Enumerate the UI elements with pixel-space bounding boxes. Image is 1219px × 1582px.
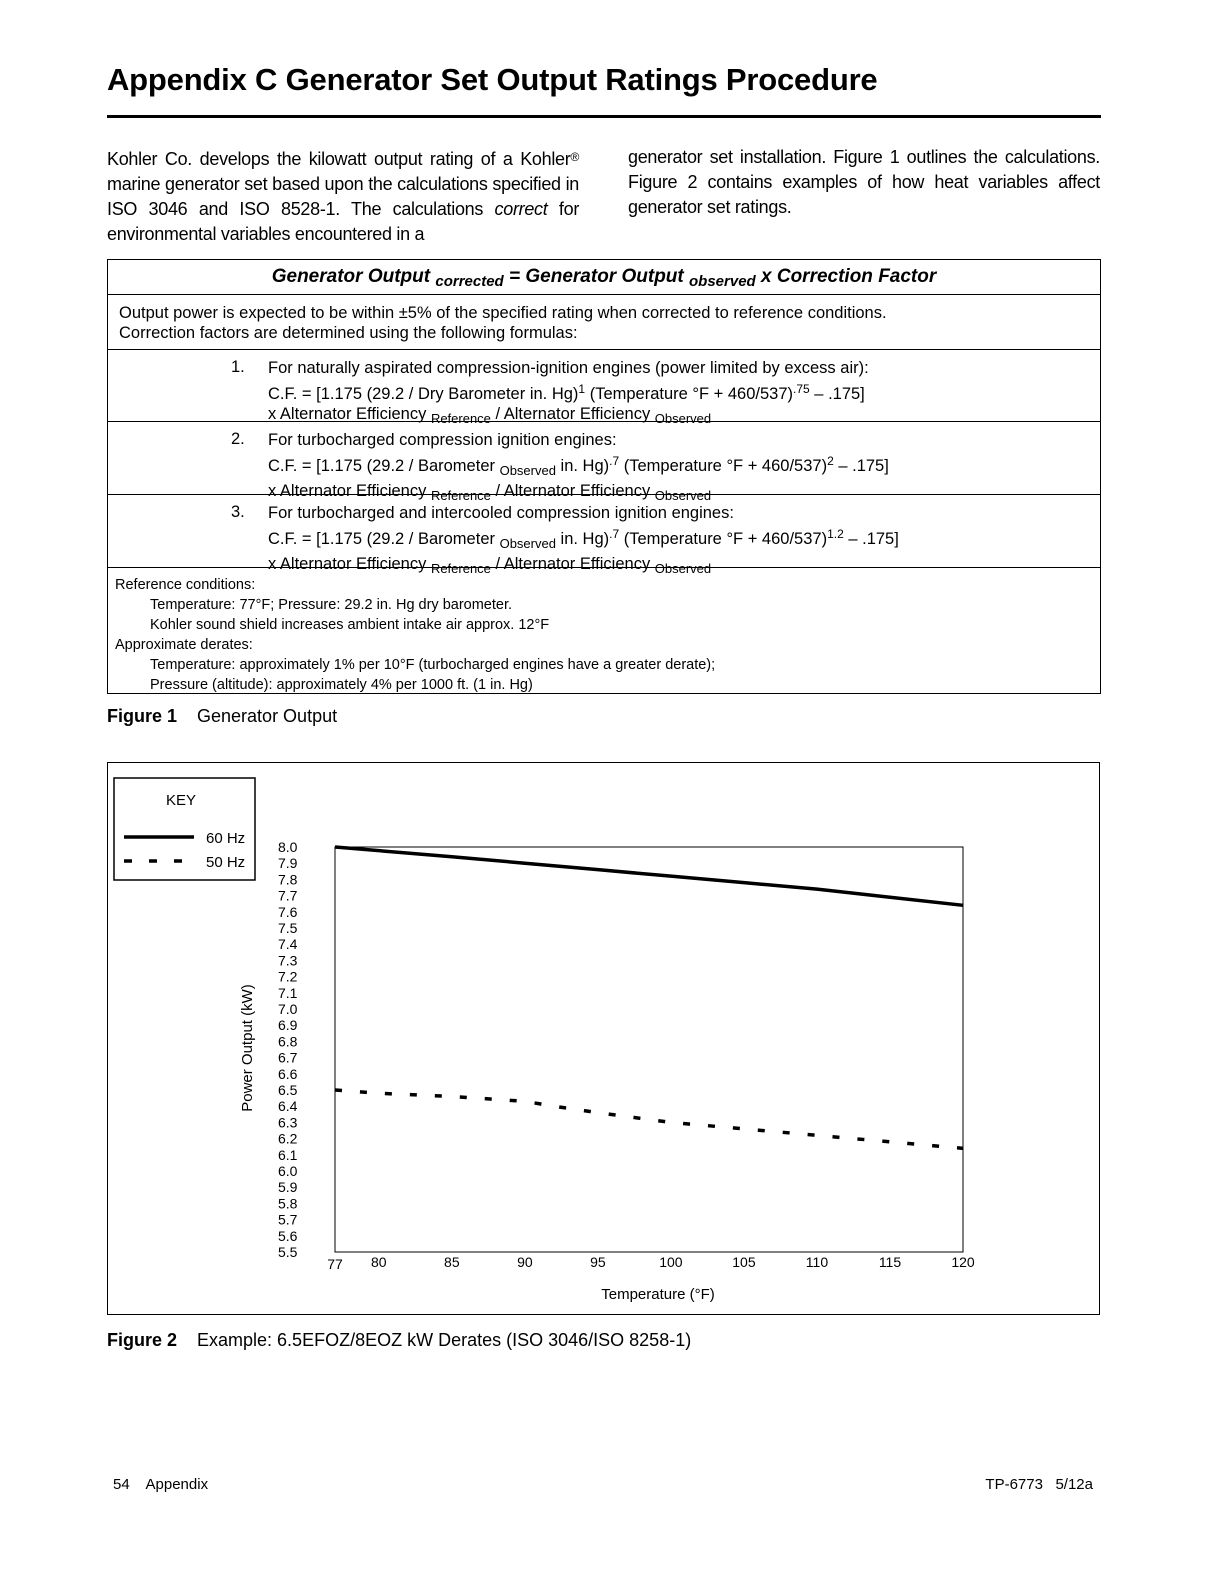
x-tick-label: 110	[805, 1254, 829, 1270]
header-sub-observed: observed	[689, 273, 756, 290]
formula-sup: .75	[793, 381, 810, 396]
formula-line3b: / Alternator Efficiency	[490, 555, 655, 573]
formula-item-2	[108, 422, 1100, 503]
figure1-text: Generator Output	[197, 706, 338, 726]
figure2-caption	[107, 1330, 691, 1351]
formula-line2c: (Temperature °F + 460/537)	[619, 529, 828, 548]
y-tick-label: 6.3	[278, 1114, 298, 1131]
formula-line1: For turbocharged and intercooled compression ignition engines:	[268, 504, 734, 522]
formula-number: 1.	[231, 358, 245, 376]
intro-left-italic: correct	[494, 199, 548, 219]
y-tick-label: 6.2	[278, 1130, 298, 1147]
registered-mark: ®	[570, 150, 579, 164]
figure1-caption	[107, 706, 337, 727]
formula-sup: .7	[609, 526, 620, 541]
formula-line3a: x Alternator Efficiency	[268, 482, 431, 500]
legend-label-60hz: 60 Hz	[206, 830, 246, 847]
formula-sub: Observed	[499, 462, 556, 478]
formula-line3b: / Alternator Efficiency	[490, 482, 655, 500]
series-line-60hz	[335, 847, 963, 905]
ref-line2: Kohler sound shield increases ambient intake air approx. 12°F	[150, 617, 550, 633]
formula-line3a: x Alternator Efficiency	[268, 405, 431, 423]
figure2-label: Figure 2	[107, 1330, 178, 1350]
y-tick-label: 6.4	[278, 1098, 298, 1115]
series-line-50hz	[335, 1090, 963, 1148]
formula-sup: 1.2	[827, 526, 844, 541]
formula-line1: For naturally aspirated compression-ignition engines (power limited by excess air):	[268, 359, 869, 377]
figure2-text: Example: 6.5EFOZ/8EOZ kW Derates (ISO 3046/ISO 8258-1)	[197, 1330, 692, 1350]
reference-conditions	[108, 568, 1100, 694]
formula-line2d: – .175]	[843, 529, 899, 548]
intro-left-line1: Kohler Co. develops the kilowatt output rating of a Kohler	[107, 149, 571, 169]
note-line2: Correction factors are determined using the following formulas:	[119, 324, 578, 342]
formula-sub: Reference	[430, 488, 491, 503]
y-tick-label: 5.8	[278, 1195, 298, 1212]
intro-right-column: generator set installation. Figure 1 outlines the calculations. Figure 2 contains examples of how heat variables affect generator set ratings.	[628, 147, 1100, 217]
formula-number: 3.	[231, 503, 245, 521]
derate-heading: Approximate derates:	[115, 637, 253, 653]
y-tick-label: 7.7	[278, 887, 298, 904]
y-tick-label: 6.5	[278, 1082, 298, 1098]
y-tick-label: 7.1	[278, 984, 298, 1001]
y-tick-label: 6.8	[278, 1033, 298, 1050]
x-tick-label: 120	[951, 1254, 975, 1270]
formula-sub: Reference	[430, 411, 491, 426]
y-tick-label: 5.6	[278, 1227, 298, 1244]
formula-line2a: C.F. = [1.175 (29.2 / Barometer	[268, 529, 500, 548]
formula-sub: Observed	[654, 411, 712, 426]
plot-area	[335, 847, 963, 1252]
y-tick-label: 6.6	[278, 1065, 298, 1082]
y-tick-label: 5.5	[278, 1244, 298, 1260]
formula-line2a: C.F. = [1.175 (29.2 / Barometer	[268, 456, 500, 475]
formula-line2b: (Temperature °F + 460/537)	[585, 384, 794, 403]
y-tick-label: 7.4	[278, 936, 298, 953]
y-tick-label: 7.3	[278, 952, 298, 969]
legend-title: KEY	[165, 792, 197, 809]
x-tick-label: 100	[659, 1254, 683, 1270]
y-tick-label: 6.1	[278, 1146, 298, 1163]
derate-line1: Temperature: approximately 1% per 10°F (turbocharged engines have a greater derate);	[150, 657, 716, 673]
y-tick-label: 6.0	[278, 1163, 298, 1179]
formula-header	[108, 260, 1100, 295]
formula-sup: .7	[609, 453, 620, 468]
x-tick-label: 77	[327, 1256, 343, 1272]
footer-right: TP-6773 5/12a	[985, 1476, 1093, 1493]
formula-item-1	[108, 350, 1100, 426]
figure1-label: Figure 1	[107, 706, 178, 726]
header-c: x Correction Factor	[761, 266, 937, 287]
y-tick-label: 8.0	[278, 839, 298, 855]
header-sub-corrected: corrected	[435, 273, 504, 290]
y-tick-label: 7.8	[278, 871, 298, 888]
formula-line3b: / Alternator Efficiency	[490, 405, 655, 423]
formula-sub: Observed	[654, 561, 712, 576]
formula-line2a: C.F. = [1.175 (29.2 / Dry Barometer in. Hg)	[268, 384, 579, 403]
formula-sub: Reference	[430, 561, 491, 576]
y-tick-label: 7.9	[278, 855, 298, 872]
formula-sup: 1	[578, 381, 586, 396]
y-tick-label: 6.9	[278, 1017, 298, 1034]
derate-chart	[108, 763, 1098, 1313]
x-tick-label: 95	[590, 1254, 606, 1270]
note-line1: Output power is expected to be within ±5% of the specified rating when corrected to reference conditions.	[119, 304, 887, 322]
intro-left-column	[107, 145, 579, 247]
formula-box	[107, 259, 1101, 694]
y-tick-label: 7.6	[278, 903, 298, 920]
formula-line2c: – .175]	[809, 384, 865, 403]
y-tick-label: 6.7	[278, 1049, 298, 1066]
x-tick-label: 80	[371, 1254, 387, 1270]
legend-label-50hz: 50 Hz	[206, 854, 246, 871]
formula-sup: 2	[827, 453, 834, 468]
y-tick-label: 5.9	[278, 1179, 298, 1196]
y-tick-label: 7.0	[278, 1001, 298, 1017]
x-tick-label: 90	[517, 1254, 533, 1270]
intro-left-line2: marine generator set based upon the calculations specified in ISO 3046 and ISO 8528-1. The calculations	[107, 174, 579, 219]
x-tick-label: 115	[878, 1254, 902, 1270]
formula-number: 2.	[231, 430, 245, 448]
y-tick-label: 7.2	[278, 968, 298, 985]
chart-frame	[107, 762, 1100, 1315]
header-b: = Generator Output	[509, 266, 684, 287]
formula-line2d: – .175]	[833, 456, 889, 475]
formula-item-3	[108, 495, 1100, 576]
ref-heading: Reference conditions:	[115, 577, 256, 593]
title-rule	[107, 115, 1101, 118]
page-title: Appendix C Generator Set Output Ratings Procedure	[107, 62, 878, 97]
formula-line2b: in. Hg)	[555, 456, 610, 475]
header-a: Generator Output	[271, 266, 431, 287]
derate-line2: Pressure (altitude): approximately 4% per 1000 ft. (1 in. Hg)	[150, 677, 533, 693]
formula-line3a: x Alternator Efficiency	[268, 555, 431, 573]
formula-sub: Observed	[654, 488, 712, 503]
x-axis-label: Temperature (°F)	[601, 1286, 715, 1303]
footer-left: 54 Appendix	[113, 1476, 209, 1493]
x-tick-label: 105	[732, 1254, 756, 1270]
x-tick-label: 85	[444, 1254, 460, 1270]
formula-line2c: (Temperature °F + 460/537)	[619, 456, 828, 475]
intro-left-line3: for environmental variables encountered in a	[107, 199, 580, 244]
y-axis-label: Power Output (kW)	[239, 984, 256, 1112]
y-tick-label: 7.5	[278, 920, 298, 936]
formula-sub: Observed	[499, 535, 556, 551]
y-tick-label: 5.7	[278, 1211, 298, 1228]
formula-line2b: in. Hg)	[555, 529, 610, 548]
ref-line1: Temperature: 77°F; Pressure: 29.2 in. Hg dry barometer.	[150, 597, 513, 613]
formula-line1: For turbocharged compression ignition engines:	[268, 431, 617, 449]
formula-note	[108, 295, 1100, 350]
